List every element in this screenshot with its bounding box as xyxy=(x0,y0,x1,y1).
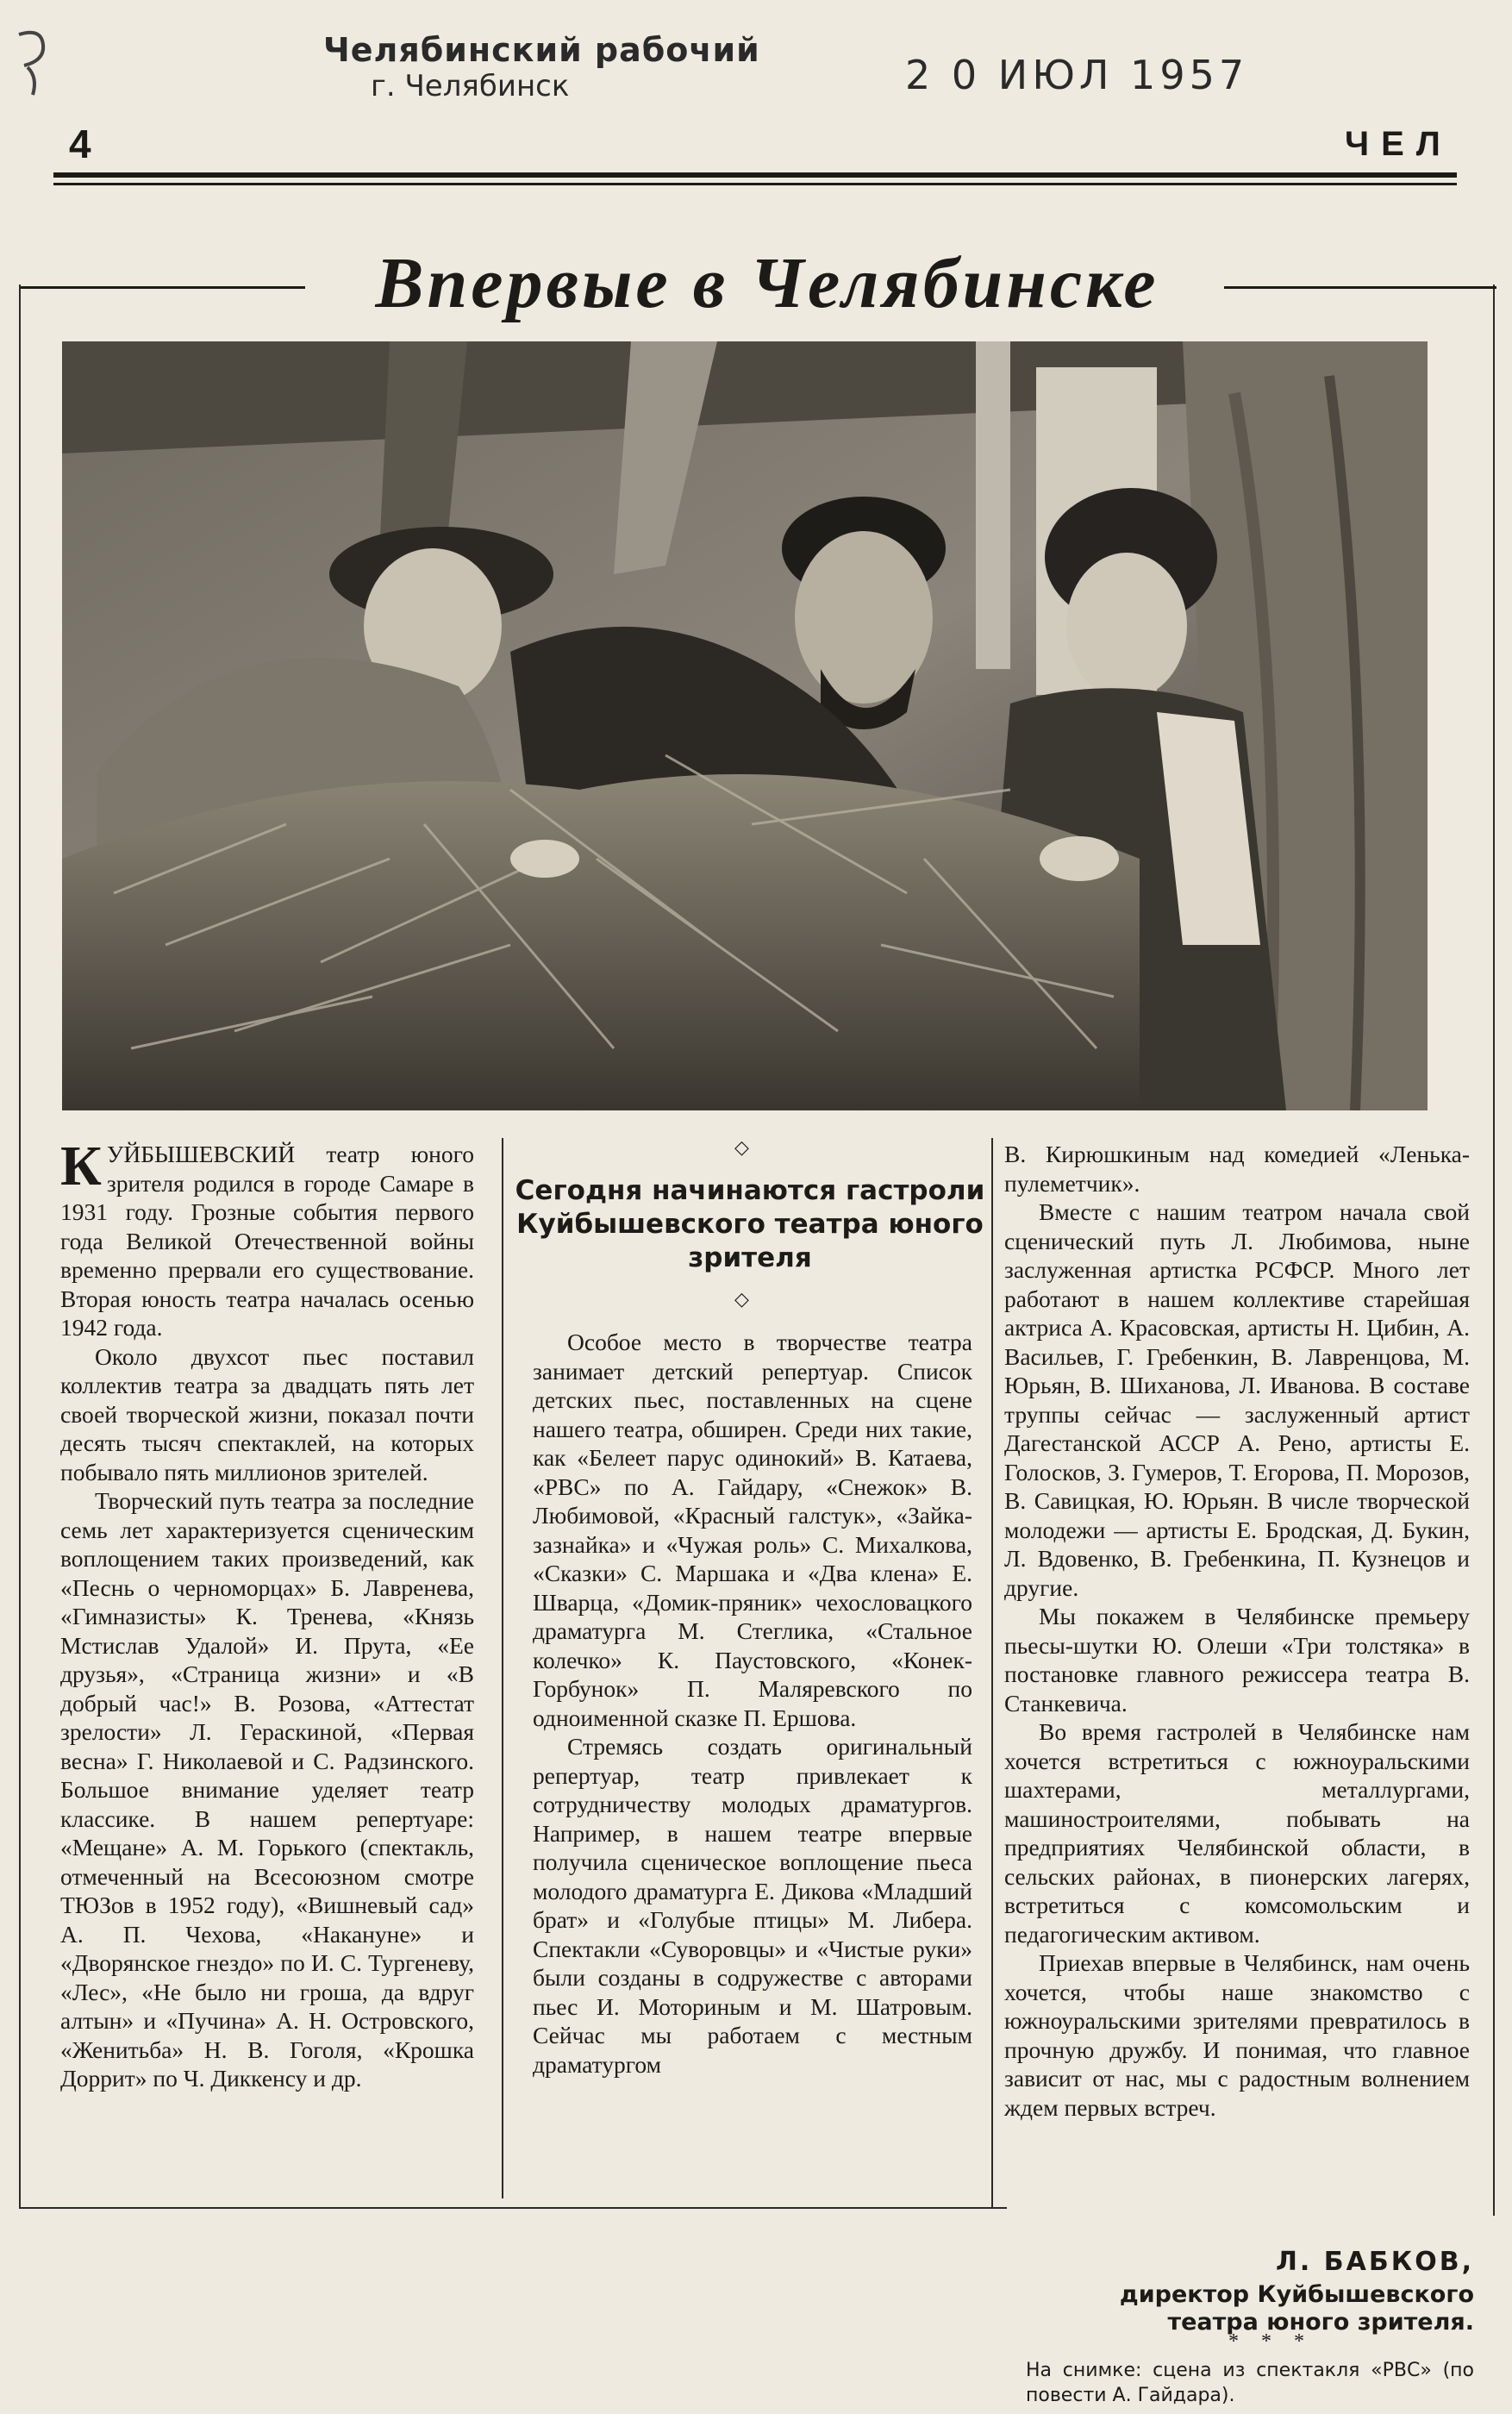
headline-rule-left xyxy=(21,286,305,289)
top-rule-thin xyxy=(53,183,1457,185)
dropcap: К xyxy=(60,1135,102,1198)
top-rule xyxy=(53,172,1457,178)
col1-paragraph-1-text: УЙБЫШЕВСКИЙ театр юного зрителя родился в городе Самаре в 1931 году. Грозные события первого года Великой Отечественной войны временно прервали его существование. Вторая юность театра началась осенью 1942 года. xyxy=(60,1141,474,1341)
separator-stars: * * * xyxy=(1228,2330,1313,2353)
article-column-1 xyxy=(60,1135,474,2093)
col3-paragraph-5: Приехав впервые в Челябинск, нам очень хочется, чтобы наше знакомство с южноуральскими зрителями превратилось в прочную дружбу. И понимая, что главное зависит от нас, мы с радостным волнением ждем первых встреч. xyxy=(1004,1949,1470,2121)
col1-paragraph-2: Около двухсот пьес поставил коллектив театра за двадцать пять лет своей творческой жизни, показал почти десять тысяч спектаклей, на которых побывало пять миллионов зрителей. xyxy=(60,1342,474,1485)
author-title: директор Куйбышевского театра юного зрителя. xyxy=(1119,2281,1474,2336)
headline-rule-right xyxy=(1224,286,1496,289)
frame-left xyxy=(19,285,21,2207)
headline-block xyxy=(17,241,1500,328)
col1-paragraph-3: Творческий путь театра за последние семь лет характеризуется сценическим воплощением таких произведений, как «Песнь о черноморцах» Б. Лавренева, «Гимназисты» К. Тренева, «Князь Мстислав Удалой» И. Прута, «Ее друзья», «Страница жизни» и «В добрый час!» В. Розова, «Аттестат зрелости» Л. Гераскиной, «Первая весна» Г. Николаевой и С. Радзинского. Большое внимание уделяет театр классике. В нашем репертуаре: «Мещане» А. М. Горького (спектакль, отмеченный на Всесоюзном смотре ТЮЗов в 1952 году), «Вишневый сад» А. П. Чехова, «Накануне» и «Дворянское гнездо» по И. С. Тургеневу, «Лес», «Не было ни гроша, да вдруг алтын» и «Пучина» А. Н. Островского, «Женитьба» Н. В. Гоголя, «Крошка Доррит» по Ч. Диккенсу и др. xyxy=(60,1487,474,2092)
frame-bottom-left xyxy=(19,2207,1007,2209)
photo-caption: На снимке: сцена из спектакля «РВС» (по повести А. Гайдара). xyxy=(1026,2360,1474,2406)
frame-right xyxy=(1493,285,1495,2216)
subheadline: Сегодня начинаются гастроли Куйбышевского театра юного зрителя xyxy=(515,1175,985,1273)
col3-paragraph-4: Во время гастролей в Челябинске нам хочется встретиться с южноуральскими шахтерами, металлургами, машиностроителями, побывать на предприятиях Челябинской области, в сельских районах, в пионерских лагерях, встретиться с комсомольским и педагогическим активом. xyxy=(1004,1718,1470,1948)
clipping-stamp-date: 2 0 ИЮЛ 1957 xyxy=(905,52,1249,98)
clipping-stamp-city: г. Челябинск xyxy=(371,69,570,103)
headline: Впервые в Челябинске xyxy=(375,243,1159,323)
column-divider-2 xyxy=(991,1138,993,2207)
pen-mark-icon xyxy=(7,26,59,103)
masthead-fragment: ЧЕЛ xyxy=(1345,125,1453,163)
article-column-3 xyxy=(1004,1140,1470,2122)
diamond-ornament-top-icon: ◇ xyxy=(734,1136,749,1158)
col3-paragraph-2: Вместе с нашим театром начала свой сценический путь Л. Любимова, ныне заслуженная артистка РСФСР. Много лет работают в нашем коллективе старейшая актриса А. Красовская, артисты Н. Цибин, А. Васильев, Г. Гребенкин, В. Лавренцова, М. Юрьян, В. Шиханова, Л. Иванова. В составе труппы сейчас — заслуженный артист Дагестанской АССР А. Рено, артисты Е. Голосков, З. Гумеров, Т. Егорова, П. Морозов, В. Савицкая, Ю. Юрьян. В числе творческой молодежи — артисты Е. Бродская, Д. Букин, Л. Вдовенко, В. Гребенкина, П. Кузнецов и другие. xyxy=(1004,1198,1470,1601)
clipping-stamp-newspaper: Челябинский рабочий xyxy=(323,31,760,69)
diamond-ornament-bottom-icon: ◇ xyxy=(734,1288,749,1310)
col2-paragraph-2: Стремясь создать оригинальный репертуар, театр привлекает к сотрудничеству молодых драматургов. Например, в нашем театре впервые получила сценическое воплощение пьеса молодого драматурга Е. Дикова «Младший брат» и «Голубые птицы» М. Либера. Спектакли «Суворовцы» и «Чистые руки» были созданы в содружестве с авторами пьес И. Моториным и М. Шатровым. Сейчас мы работаем с местным драматургом xyxy=(533,1733,972,2078)
col2-paragraph-1: Особое место в творчестве театра занимает детский репертуар. Список детских пьес, поставленных на сцене нашего театра, обширен. Среди них такие, как «Белеет парус одинокий» В. Катаева, «РВС» по А. Гайдару, «Снежок» В. Любимовой, «Красный галстук», «Зайка-зазнайка» и «Чужая роль» С. Михалкова, «Сказки» С. Маршака и «Два клена» Е. Шварца, «Домик-пряник» чехословацкого драматурга М. Стеглика, «Стальное колечко» К. Паустовского, «Конек-Горбунок» П. Маляревского по одноименной сказке П. Ершова. xyxy=(533,1329,972,1731)
author-name: Л. БАБКОВ, xyxy=(1276,2247,1474,2277)
col3-paragraph-3: Мы покажем в Челябинске премьеру пьесы-шутки Ю. Олеши «Три толстяка» в постановке главного режиссера театра В. Станкевича. xyxy=(1004,1603,1470,1717)
article-column-2 xyxy=(533,1328,972,2079)
col3-paragraph-1: В. Кирюшкиным над комедией «Ленька-пулеметчик». xyxy=(1004,1141,1470,1197)
column-divider-1 xyxy=(502,1138,503,2198)
theatre-scene-photo-icon xyxy=(62,341,1428,1110)
page-number: 4 xyxy=(69,122,91,166)
col1-paragraph-1 xyxy=(60,1135,474,1342)
